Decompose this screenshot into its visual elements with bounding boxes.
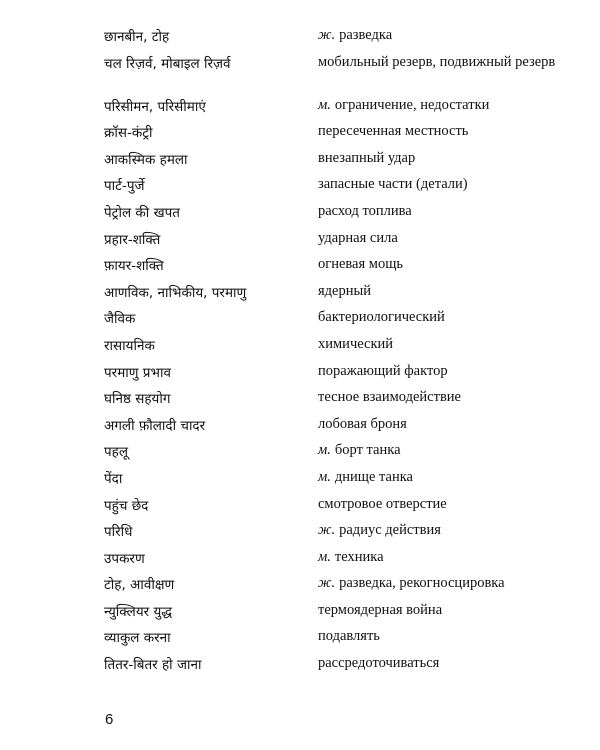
glossary-row [0,97,600,124]
translation-text: огневая мощь [318,256,403,273]
russian-translation [318,97,568,114]
glossary-row [0,123,600,150]
russian-translation [318,363,568,380]
translation-text: химический [318,335,394,352]
glossary-row [0,54,600,97]
glossary-row [0,522,600,549]
glossary-row [0,309,600,336]
translation-text: тесное взаимодействие [318,389,461,406]
hindi-term: फ़ायर-शक्ति [104,258,164,275]
russian-translation [318,256,568,273]
translation-text: борт танка [334,442,401,459]
russian-translation [318,602,568,619]
hindi-term: क्रॉस-कंट्री [104,125,153,142]
glossary-row [0,549,600,576]
glossary-row [0,283,600,310]
glossary-row [0,469,600,496]
hindi-term: पेट्रोल की खपत [104,204,180,221]
hindi-term: पेंदा [104,470,123,487]
hindi-term: पहुंच छेद [104,497,149,514]
translation-text: мобильный резерв, подвижный резерв [318,53,556,70]
translation-text: подавлять [318,628,380,645]
translation-text: бактериологический [318,309,445,326]
translation-text: запасные части (детали) [318,176,468,193]
gender-marker: ж. [318,27,336,43]
gender-marker: ж. [318,522,336,539]
glossary-row [0,496,600,523]
gender-marker: м. [318,442,331,459]
translation-text: ядерный [318,282,371,299]
russian-translation [318,655,568,672]
hindi-term: टोह, आवीक्षण [104,577,175,594]
gender-marker: м. [318,548,331,565]
hindi-term: जैविक [104,311,136,328]
gender-marker: м. [318,96,331,113]
hindi-term: व्याकुल करना [104,630,171,647]
glossary-row [0,442,600,469]
hindi-term: घनिष्ठ सहयोग [104,391,171,408]
russian-translation [318,176,568,193]
translation-text: ударная сила [318,229,398,246]
gender-marker: ж. [318,575,336,592]
translation-text: рассредоточиваться [318,655,440,672]
hindi-term: उपकरण [104,550,145,567]
glossary-row [0,176,600,203]
russian-translation [318,522,568,539]
translation-text: техника [334,548,384,565]
glossary-row [0,655,600,682]
hindi-term: छानबीन, टोह [104,29,170,45]
russian-translation [318,469,568,486]
translation-text: внезапный удар [318,149,416,166]
glossary-row [0,203,600,230]
russian-translation [318,416,568,433]
hindi-term: चल रिज़र्व, मोबाइल रिज़र्व [104,55,231,72]
gender-marker: м. [318,468,331,485]
russian-translation [318,150,568,167]
translation-text: днище танка [334,468,413,485]
hindi-term: प्रहार-शक्ति [104,231,161,248]
russian-translation [318,336,568,353]
russian-translation [318,549,568,566]
russian-translation [318,203,568,220]
glossary-row [0,363,600,390]
hindi-term: पहलू [104,444,128,461]
hindi-term: रासायनिक [104,337,155,354]
translation-text: смотровое отверстие [318,495,447,512]
russian-translation [318,389,568,406]
hindi-term: परिधि [104,524,133,541]
russian-translation [318,27,568,44]
hindi-term: आणविक, नाभिकीय, परमाणु [104,284,247,301]
page-number: 6 [105,711,114,728]
glossary-row [0,575,600,602]
russian-translation [318,283,568,300]
translation-text: поражающий фактор [318,362,448,379]
hindi-term: अगली फ़ौलादी चादर [104,417,206,434]
russian-translation [318,442,568,459]
russian-translation [318,309,568,326]
glossary-row [0,230,600,257]
hindi-term: परमाणु प्रभाव [104,364,171,381]
glossary-row [0,336,600,363]
hindi-term: आकस्मिक हमला [104,151,188,168]
glossary-row [0,27,600,54]
glossary-row [0,628,600,655]
hindi-term: न्युक्लियर युद्ध [104,603,173,620]
russian-translation [318,575,568,592]
russian-translation [318,496,568,513]
russian-translation [318,123,568,140]
translation-text: радиус действия [339,522,441,539]
russian-translation [318,230,568,247]
hindi-term: पार्ट-पुर्जे [104,178,145,195]
glossary-row [0,256,600,283]
translation-text: разведка [339,27,393,43]
glossary-row [0,416,600,443]
russian-translation [318,54,568,71]
translation-text: ограничение, недостатки [334,96,490,113]
hindi-term: तितर-बितर हो जाना [104,657,202,674]
translation-text: расход топлива [318,202,412,219]
russian-translation [318,628,568,645]
translation-text: пересеченная местность [318,123,469,140]
glossary-list [0,27,600,682]
glossary-row [0,602,600,629]
translation-text: термоядерная война [318,601,443,618]
translation-text: лобовая броня [318,415,407,432]
glossary-row [0,150,600,177]
glossary-row [0,389,600,416]
hindi-term: परिसीमन, परिसीमाएं [104,98,206,115]
translation-text: разведка, рекогносцировка [339,575,505,592]
